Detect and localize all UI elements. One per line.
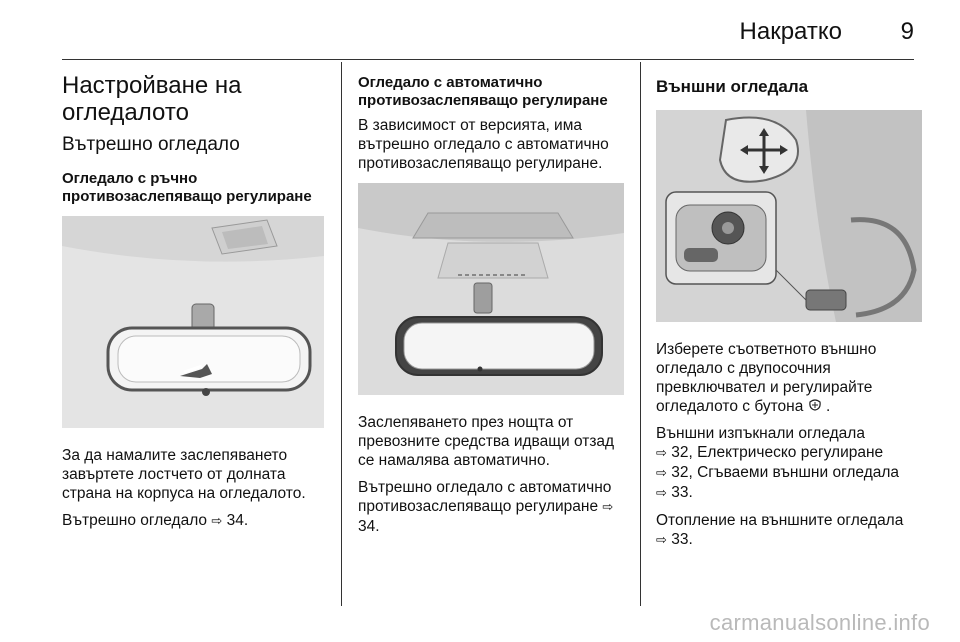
header-title: Накратко (739, 18, 842, 45)
column-auto-mirror (358, 70, 624, 544)
xref-page: 33. (671, 531, 693, 548)
xref-label: Вътрешно огледало с автоматично противозаслепяващо регулиране (358, 479, 612, 515)
header-divider (62, 59, 914, 60)
reference-list-label: Външни изпъкнали огледала (656, 425, 865, 442)
arrow-right-icon: ⇨ (656, 466, 667, 481)
instruction-text: За да намалите заслепяването завъртете лостчето от долната страна на корпуса на огледалото. (62, 447, 306, 502)
column-manual-mirror (62, 70, 324, 539)
instruction-text (656, 340, 922, 416)
cross-reference[interactable] (656, 484, 693, 501)
intro-text: В зависимост от версията, има вътрешно огледало с автоматично противозаслепяващо регулиране. (358, 117, 609, 172)
column-divider-2 (640, 62, 641, 606)
xref-text: 32, Сгъваеми външни огледала (671, 464, 900, 481)
cross-reference[interactable] (62, 511, 324, 531)
arrow-right-icon: ⇨ (656, 486, 667, 501)
xref-label: Вътрешно огледало (62, 512, 208, 529)
section-heading: Външни огледала (656, 77, 809, 96)
topic-heading: Огледало с автоматично противозаслепяващо регулиране (358, 74, 608, 109)
arrow-right-icon: ⇨ (211, 514, 223, 529)
page-number: 9 (900, 18, 914, 45)
watermark: carmanualsonline.info (709, 610, 930, 635)
description-text: Заслепяването през нощта от превозните средства идващи отзад се намалява автоматично. (358, 414, 615, 469)
cross-reference[interactable] (656, 511, 922, 550)
exterior-mirror-illustration (656, 110, 922, 322)
manual-mirror-illustration (62, 216, 324, 428)
instruction-end: . (825, 398, 831, 415)
mirror-adjust-icon (808, 398, 826, 415)
auto-mirror-illustration (358, 183, 624, 395)
arrow-right-icon: ⇨ (656, 533, 667, 548)
cross-reference[interactable] (656, 444, 883, 461)
xref-label: Отопление на външните огледала (656, 512, 904, 529)
cross-reference[interactable] (656, 464, 899, 481)
instruction-body: Изберете съответното външно огледало с двупосочния превключвател и регулирайте огледалото с бутона (656, 341, 877, 415)
xref-text: 32, Електрическо регулиране (671, 444, 884, 461)
subsection-heading: Вътрешно огледало (62, 134, 240, 155)
column-exterior-mirrors (656, 70, 922, 558)
column-divider-1 (341, 62, 342, 606)
arrow-right-icon: ⇨ (656, 446, 667, 461)
topic-heading: Огледало с ръчно противозаслепяващо регулиране (62, 170, 312, 205)
reference-list (656, 424, 922, 503)
xref-page: 34. (226, 512, 249, 529)
xref-text: 33. (671, 484, 693, 501)
cross-reference[interactable] (358, 478, 624, 536)
xref-page: 34. (358, 518, 380, 535)
arrow-right-icon: ⇨ (602, 500, 614, 515)
section-heading: Настройване на огледалото (62, 72, 242, 126)
